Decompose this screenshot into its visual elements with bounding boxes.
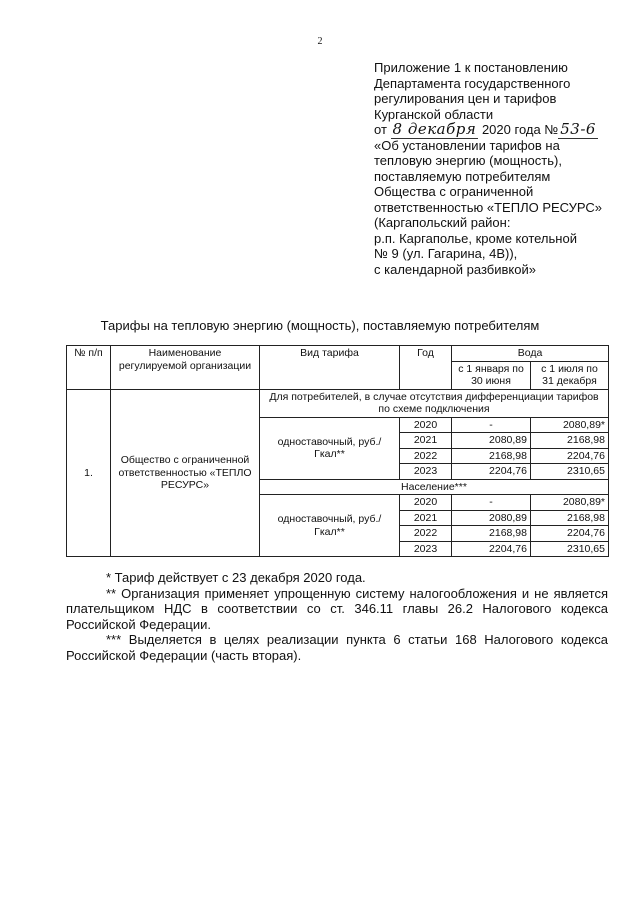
header-period-1: с 1 января по 30 июня — [452, 361, 531, 389]
appendix-line: № 9 (ул. Гагарина, 4В)), — [374, 246, 518, 261]
year-cell: 2021 — [400, 510, 452, 526]
value-cell: 2168,98 — [531, 510, 609, 526]
date-suffix: 2020 года № — [481, 122, 559, 137]
footnote: *** Выделяется в целях реализации пункта 6 статьи 168 Налогового кодекса Российской Федерации (часть вторая). — [66, 632, 608, 663]
header-water: Вода — [452, 346, 609, 362]
value-cell: 2204,76 — [531, 448, 609, 464]
appendix-line: ответственностью «ТЕПЛО РЕСУРС» — [374, 199, 603, 215]
value-cell: 2310,65 — [531, 541, 609, 557]
tariff-table — [66, 345, 609, 557]
value-cell: 2080,89* — [531, 495, 609, 511]
value-cell: - — [452, 417, 531, 433]
header-year: Год — [400, 346, 452, 390]
tariff-type-cell: одноставочный, руб./Гкал** — [260, 495, 400, 557]
footnote: ** Организация применяет упрощенную систему налогообложения и не является плательщиком НДС в соответствии со ст. 346.11 главы 26.2 Налогового кодекса Российской Федерации. — [66, 585, 608, 632]
appendix-line: регулирования цен и тарифов — [374, 91, 557, 106]
appendix-date-line — [374, 122, 636, 138]
value-cell: 2080,89 — [452, 433, 531, 449]
tariff-type-cell: одноставочный, руб./Гкал** — [260, 417, 400, 479]
appendix-line: р.п. Каргаполье, кроме котельной — [374, 230, 577, 246]
footnotes — [66, 570, 608, 663]
year-cell: 2020 — [400, 417, 452, 433]
group-label: Население*** — [260, 479, 609, 495]
year-cell: 2021 — [400, 433, 452, 449]
date-prefix: от — [374, 122, 387, 137]
value-cell: - — [452, 495, 531, 511]
appendix-line: Департамента государственного — [374, 75, 571, 91]
value-cell: 2080,89* — [531, 417, 609, 433]
value-cell: 2204,76 — [452, 541, 531, 557]
year-cell: 2023 — [400, 464, 452, 480]
value-cell: 2168,98 — [452, 448, 531, 464]
value-cell: 2080,89 — [452, 510, 531, 526]
year-cell: 2023 — [400, 541, 452, 557]
value-cell: 2204,76 — [452, 464, 531, 480]
handwritten-number: 53-6 — [560, 120, 596, 138]
header-row — [67, 346, 609, 362]
value-cell: 2168,98 — [452, 526, 531, 542]
appendix-line: Общества с ограниченной — [374, 184, 534, 199]
header-num: № п/п — [67, 346, 111, 390]
value-cell: 2204,76 — [531, 526, 609, 542]
header-period-2: с 1 июля по 31 декабря — [531, 361, 609, 389]
appendix-line: Приложение 1 к постановлению — [374, 60, 568, 75]
header-organization: Наименование регулируемой организации — [111, 346, 260, 390]
appendix-header — [374, 60, 636, 277]
appendix-line: (Каргапольский район: — [374, 215, 511, 230]
page-number: 2 — [317, 36, 323, 47]
table-title: Тарифы на тепловую энергию (мощность), поставляемую потребителям — [100, 318, 540, 333]
table-row — [67, 389, 609, 417]
appendix-line: тепловую энергию (мощность), — [374, 153, 562, 168]
organization-name: Общество с ограниченной ответственностью «ТЕПЛО РЕСУРС» — [111, 389, 260, 557]
appendix-line: Курганской области — [374, 106, 494, 122]
value-cell: 2168,98 — [531, 433, 609, 449]
appendix-line: «Об установлении тарифов на — [374, 137, 560, 153]
row-number: 1. — [67, 389, 111, 557]
year-cell: 2022 — [400, 526, 452, 542]
value-cell: 2310,65 — [531, 464, 609, 480]
group-label: Для потребителей, в случае отсутствия дифференциации тарифов по схеме подключения — [260, 389, 609, 417]
appendix-line: с календарной разбивкой» — [374, 261, 536, 277]
handwritten-date: 8 декабря — [392, 120, 477, 138]
year-cell: 2020 — [400, 495, 452, 511]
header-tariff-type: Вид тарифа — [260, 346, 400, 390]
appendix-line: поставляемую потребителям — [374, 168, 551, 184]
year-cell: 2022 — [400, 448, 452, 464]
footnote: * Тариф действует с 23 декабря 2020 года. — [106, 570, 366, 585]
